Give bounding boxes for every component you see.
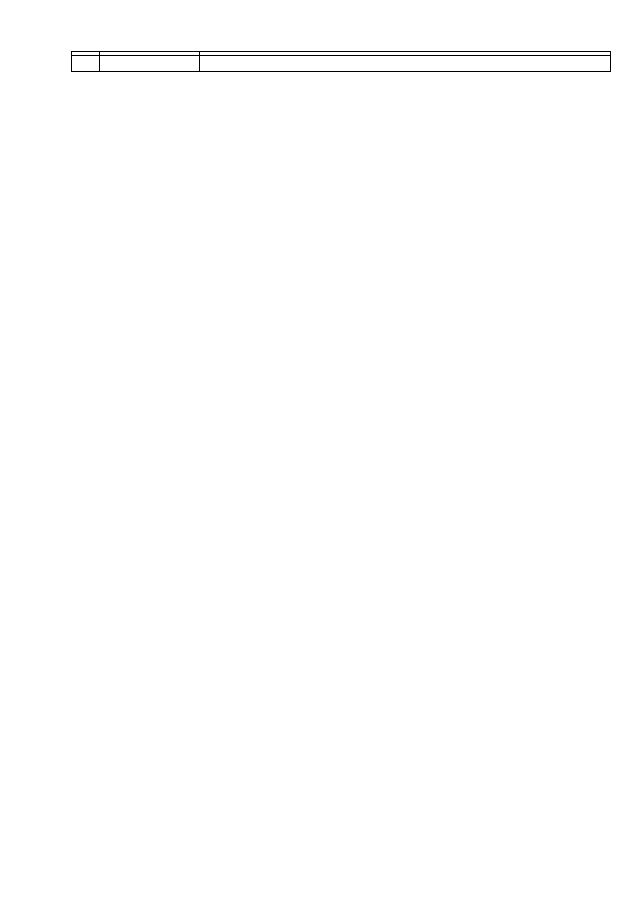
table-row-chaplyginsky bbox=[71, 56, 611, 72]
row-number-cell bbox=[72, 56, 100, 71]
description-cell bbox=[200, 52, 610, 55]
district-cell bbox=[100, 52, 200, 55]
description-cell bbox=[200, 56, 610, 71]
district-cell bbox=[100, 56, 200, 71]
row-number-cell bbox=[72, 52, 100, 55]
tariff-table bbox=[71, 51, 611, 72]
spacer bbox=[205, 57, 605, 71]
